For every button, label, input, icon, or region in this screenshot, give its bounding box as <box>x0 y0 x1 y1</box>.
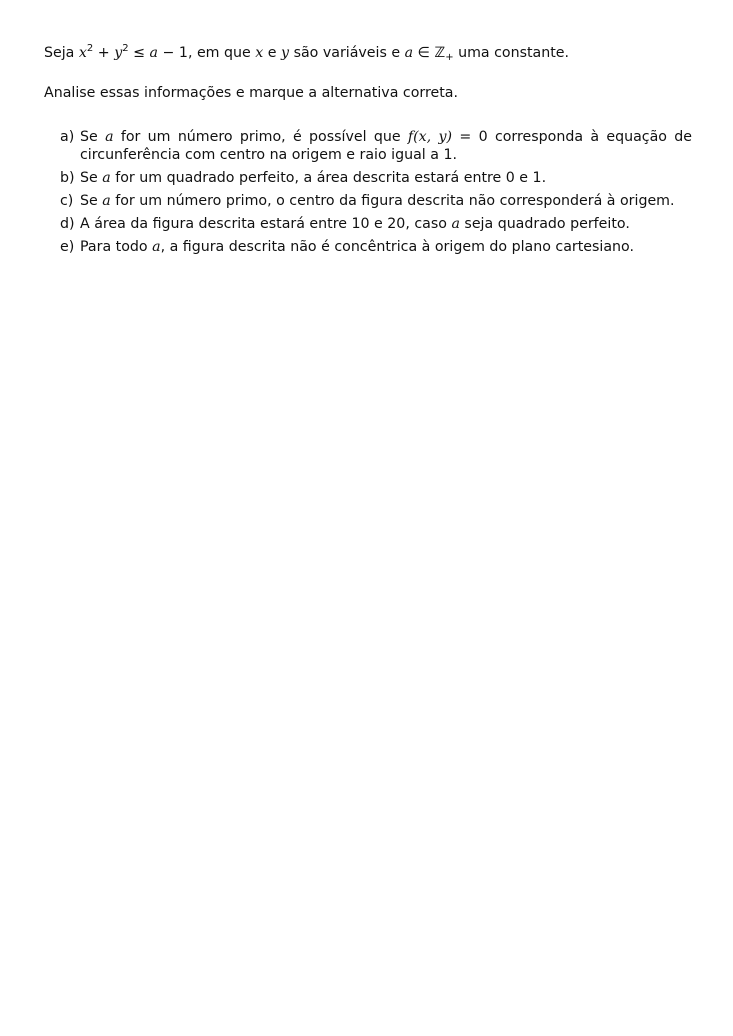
answer-option-d[interactable] <box>60 215 692 233</box>
option-text <box>80 192 692 210</box>
option-text <box>80 215 692 233</box>
option-post: for um quadrado perfeito, a área descrita estará entre 0 e 1. <box>115 170 547 186</box>
answer-option-b[interactable] <box>60 169 692 187</box>
option-letter: d) <box>60 216 75 232</box>
answer-options <box>60 128 692 261</box>
statement-after-vars: são variáveis e <box>293 45 401 61</box>
math-var-x-2: x <box>255 45 264 61</box>
math-leq: ≤ <box>133 45 145 61</box>
math-var-a: a <box>149 45 158 61</box>
option-pre: A área da figura descrita estará entre 10 e 20, caso <box>80 216 447 232</box>
statement-suffix: uma constante. <box>458 45 570 61</box>
math-var-y-2: y <box>281 45 290 61</box>
option-post: , a figura descrita não é concêntrica à origem do plano cartesiano. <box>160 239 634 255</box>
math-var-a: a <box>102 193 111 209</box>
option-text <box>80 128 692 164</box>
option-letter: c) <box>60 193 74 209</box>
math-var-a-2: a <box>404 45 414 61</box>
option-text <box>80 238 692 256</box>
statement-conj: e <box>267 45 277 61</box>
option-letter: a) <box>60 129 75 145</box>
answer-option-a[interactable] <box>60 128 692 164</box>
question-statement <box>44 44 694 62</box>
math-var-a: a <box>152 239 161 255</box>
option-text <box>80 169 692 187</box>
option-post: seja quadrado perfeito. <box>464 216 630 232</box>
math-plus: + <box>97 45 110 61</box>
option-mid: for um número primo, é possível que <box>120 129 401 145</box>
option-letter: b) <box>60 170 75 186</box>
math-var-x: x <box>78 45 87 61</box>
math-set-subscript: + <box>445 52 454 63</box>
math-minus-one: − 1 <box>162 45 188 61</box>
option-pre: Se <box>80 129 98 145</box>
math-var-a: a <box>105 129 114 145</box>
statement-prefix: Seja <box>44 45 75 61</box>
option-pre: Se <box>80 170 98 186</box>
option-letter: e) <box>60 239 75 255</box>
answer-option-c[interactable] <box>60 192 692 210</box>
math-in-symbol: ∈ <box>417 45 430 61</box>
math-integer-set: ℤ <box>434 45 446 61</box>
math-exponent-y: 2 <box>122 43 129 54</box>
math-var-a: a <box>102 170 111 186</box>
question-instruction: Analise essas informações e marque a alternativa correta. <box>44 85 458 101</box>
option-pre: Se <box>80 193 98 209</box>
option-pre: Para todo <box>80 239 148 255</box>
math-function: f(x, y) <box>407 129 453 145</box>
statement-middle: , em que <box>187 45 251 61</box>
math-var-y: y <box>114 45 123 61</box>
option-post: = 0 corresponda à equação de circunferência com centro na origem e raio igual a 1. <box>80 129 693 163</box>
math-exponent-x: 2 <box>86 43 94 54</box>
option-post: for um número primo, o centro da figura descrita não corresponderá à origem. <box>115 193 675 209</box>
math-var-a: a <box>451 216 460 232</box>
answer-option-e[interactable] <box>60 238 692 256</box>
